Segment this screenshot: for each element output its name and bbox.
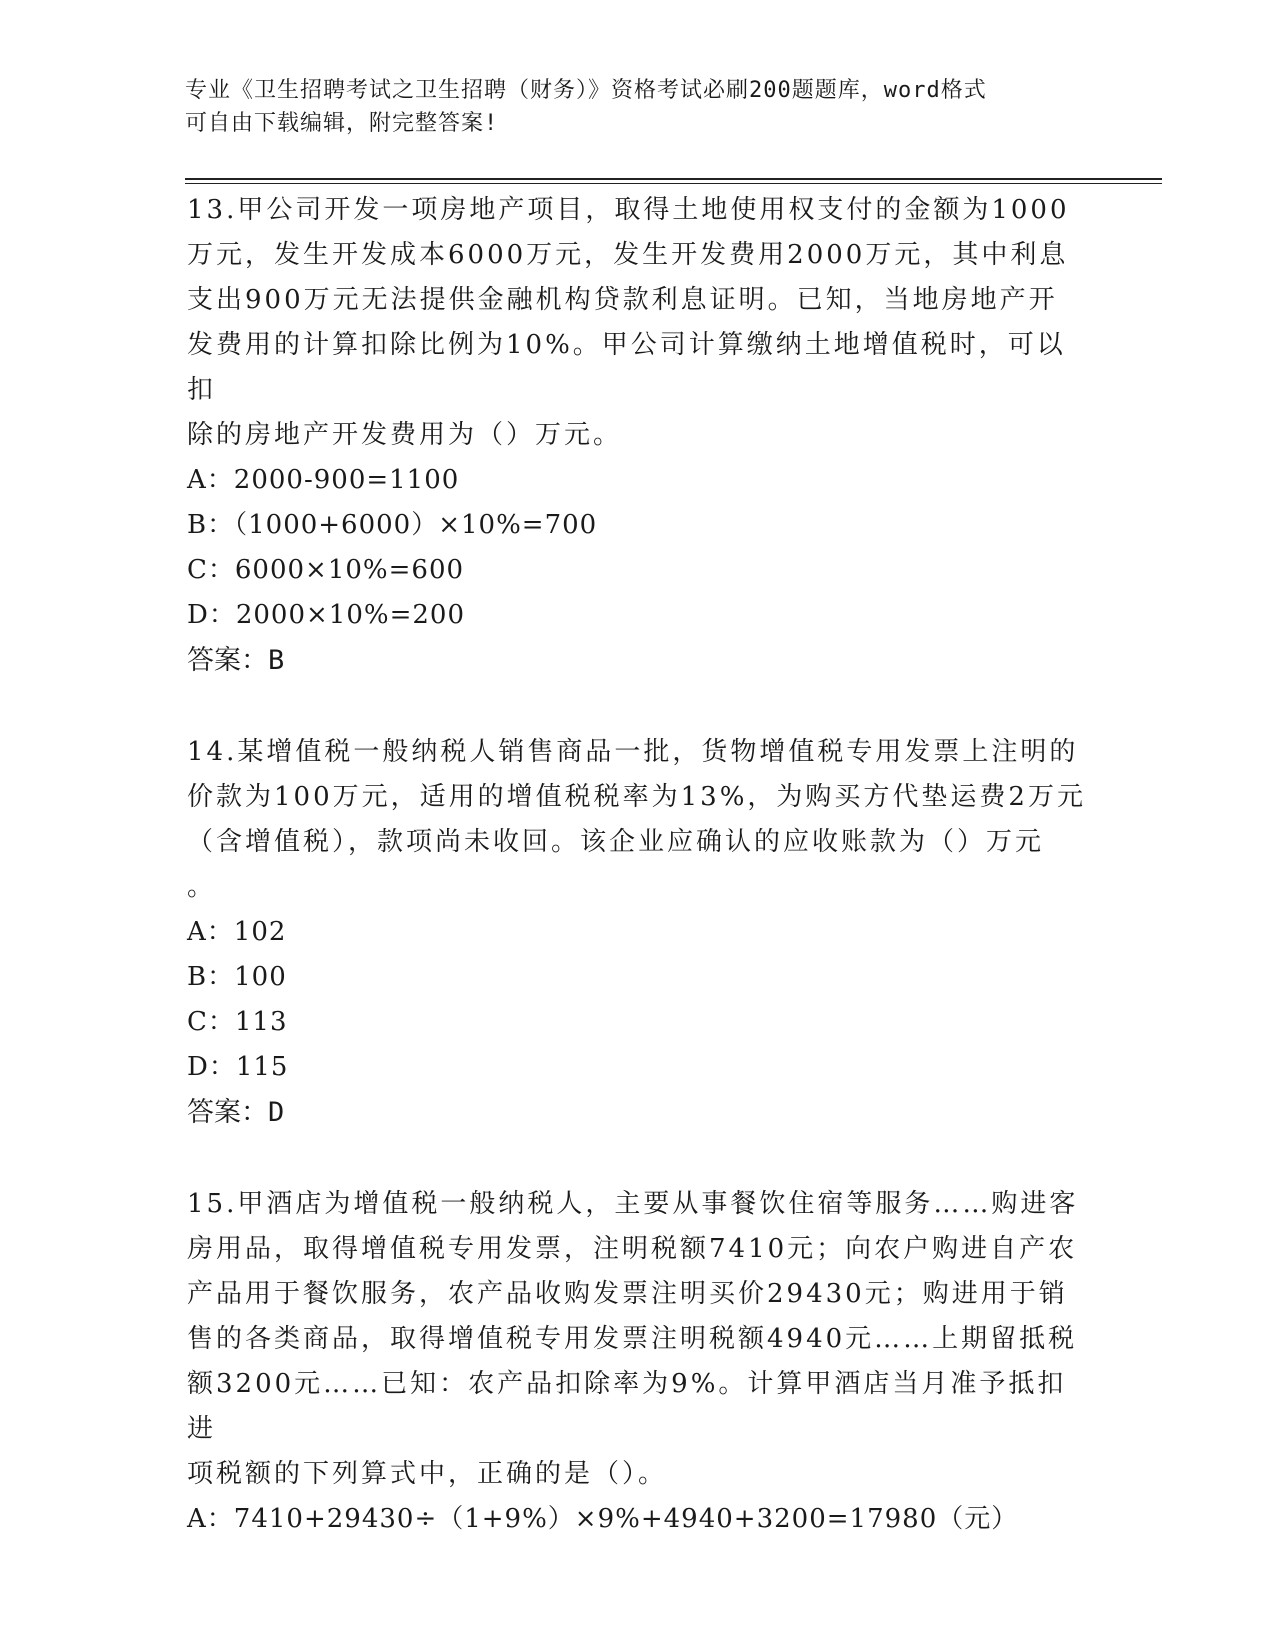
option-a: A：2000-900=1100	[187, 465, 460, 495]
question-stem-line: 项税额的下列算式中，正确的是（）。	[187, 1459, 668, 1489]
option-b: B：（1000+6000）×10%=700	[187, 510, 598, 540]
question-stem-line: 14.某增值税一般纳税人销售商品一批，货物增值税专用发票上注明的	[187, 737, 1079, 767]
question-stem-line: 售的各类商品，取得增值税专用发票注明税额4940元……上期留抵税	[187, 1324, 1078, 1354]
option-a: A：7410+29430÷（1+9%）×9%+4940+3200=17980（元）	[187, 1504, 1019, 1534]
question-list	[187, 188, 1087, 1542]
question-stem-line: 。	[187, 872, 217, 902]
question-stem-line: 万元，发生开发成本6000万元，发生开发费用2000万元，其中利息	[187, 240, 1069, 270]
question-stem-line: 除的房地产开发费用为（）万元。	[187, 420, 623, 450]
question-stem-line: 支出900万元无法提供金融机构贷款利息证明。已知，当地房地产开	[187, 285, 1058, 315]
header-line-2: 可自由下载编辑，附完整答案!	[185, 111, 499, 136]
document-header	[185, 74, 1085, 140]
option-d: D：115	[187, 1052, 289, 1082]
question-stem-line: 额3200元……已知：农产品扣除率为9%。计算甲酒店当月准予抵扣进	[187, 1369, 1067, 1444]
question-stem-line: 发费用的计算扣除比例为10%。甲公司计算缴纳土地增值税时，可以扣	[187, 330, 1066, 405]
question-stem-line: 13.甲公司开发一项房地产项目，取得土地使用权支付的金额为1000	[187, 195, 1070, 225]
question-stem-line: （含增值税），款项尚未收回。该企业应确认的应收账款为（）万元	[187, 827, 1045, 857]
question-spacer	[187, 684, 1087, 730]
answer-label: 答案：D	[187, 1097, 285, 1128]
option-b: B：100	[187, 962, 287, 992]
question-15	[187, 1182, 1087, 1542]
option-d: D：2000×10%=200	[187, 600, 465, 630]
question-spacer	[187, 1136, 1087, 1182]
header-divider-thick	[185, 178, 1162, 180]
answer-label: 答案：B	[187, 645, 285, 676]
question-stem-line: 房用品，取得增值税专用发票，注明税额7410元；向农户购进自产农	[187, 1234, 1078, 1264]
question-stem-line: 15.甲酒店为增值税一般纳税人，主要从事餐饮住宿等服务……购进客	[187, 1189, 1079, 1219]
question-13	[187, 188, 1087, 684]
option-c: C：6000×10%=600	[187, 555, 465, 585]
header-line-1: 专业《卫生招聘考试之卫生招聘（财务）》资格考试必刷200题题库，word格式	[185, 78, 987, 103]
question-14	[187, 730, 1087, 1136]
question-stem-line: 价款为100万元，适用的增值税税率为13%，为购买方代垫运费2万元	[187, 782, 1086, 812]
question-stem-line: 产品用于餐饮服务，农产品收购发票注明买价29430元；购进用于销	[187, 1279, 1068, 1309]
option-c: C：113	[187, 1007, 288, 1037]
header-divider-thin	[185, 183, 1162, 184]
option-a: A：102	[187, 917, 287, 947]
